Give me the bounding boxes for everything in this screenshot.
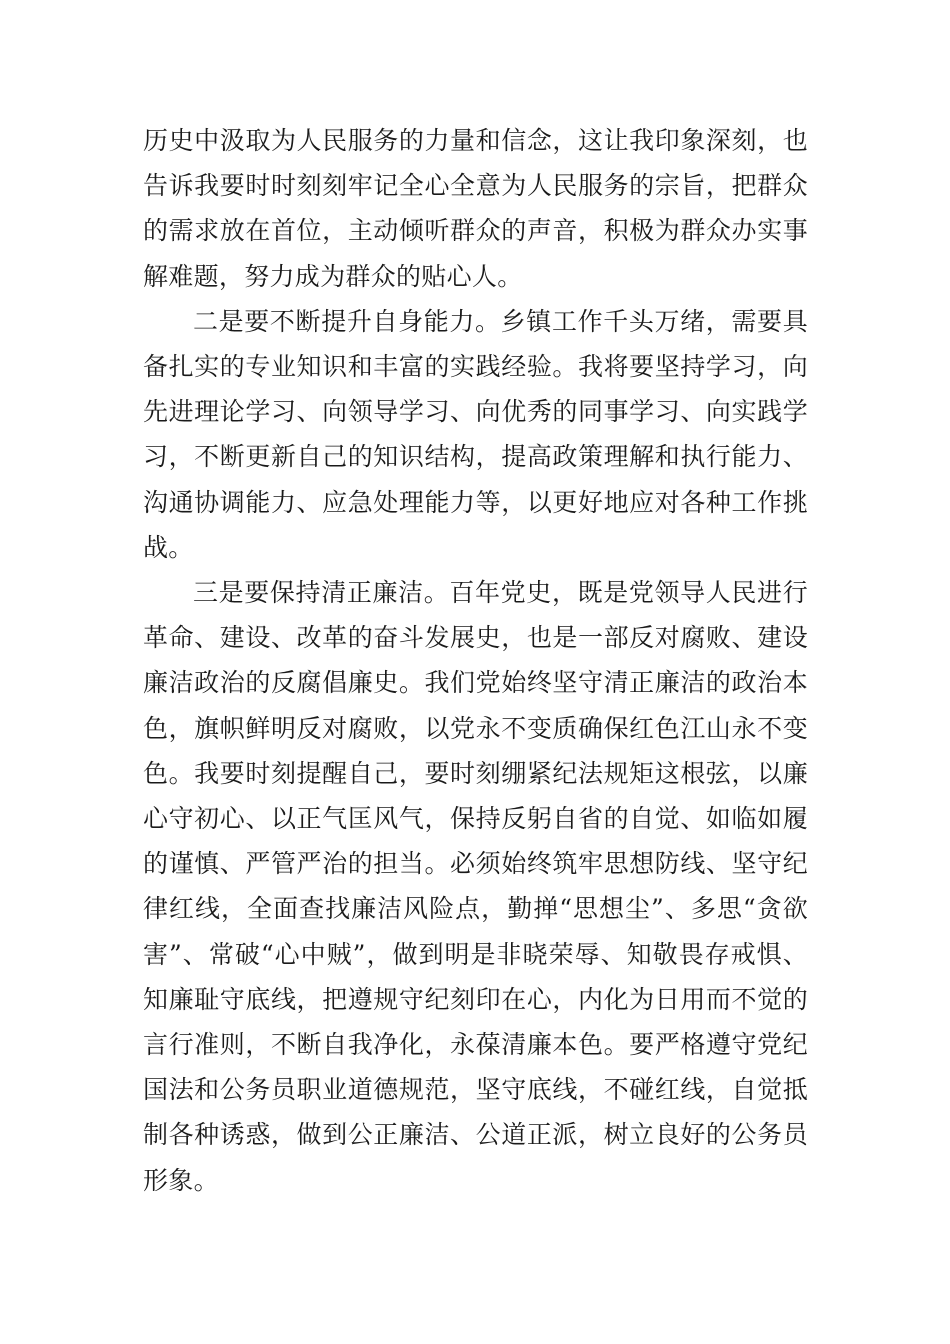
paragraph-continuation: 历史中汲取为人民服务的力量和信念，这让我印象深刻，也告诉我要时时刻刻牢记全心全意为人民服务的宗旨，把群众的需求放在首位，主动倾听群众的声音，积极为群众办实事解难题，努力成为群众的贴心人。	[143, 126, 808, 291]
paragraph-integrity: 三是要保持清正廉洁。百年党史，既是党领导人民进行革命、建设、改革的奋斗发展史，也是一部反对腐败、建设廉洁政治的反腐倡廉史。我们党始终坚守清正廉洁的政治本色，旗帜鲜明反对腐败，以党永不变质确保红色江山永不变色。我要时刻提醒自己，要时刻绷紧纪法规矩这根弦，以廉心守初心、以正气匡风气，保持反躬自省的自觉、如临如履的谨慎、严管严治的担当。必须始终筑牢思想防线、坚守纪律红线，全面查找廉洁风险点，勤掸“思想尘”、多思“贪欲害”、常破“心中贼”，做到明是非晓荣辱、知敬畏存戒惧、知廉耻守底线，把遵规守纪刻印在心，内化为日用而不觉的言行准则，不断自我净化，永葆清廉本色。要严格遵守党纪国法和公务员职业道德规范，坚守底线，不碰红线，自觉抵制各种诱惑，做到公正廉洁、公道正派，树立良好的公务员形象。	[143, 578, 808, 1195]
paragraph-ability: 二是要不断提升自身能力。乡镇工作千头万绪，需要具备扎实的专业知识和丰富的实践经验。我将要坚持学习，向先进理论学习、向领导学习、向优秀的同事学习、向实践学习，不断更新自己的知识结构，提高政策理解和执行能力、沟通协调能力、应急处理能力等，以更好地应对各种工作挑战。	[143, 306, 808, 562]
document-body	[143, 118, 808, 1203]
